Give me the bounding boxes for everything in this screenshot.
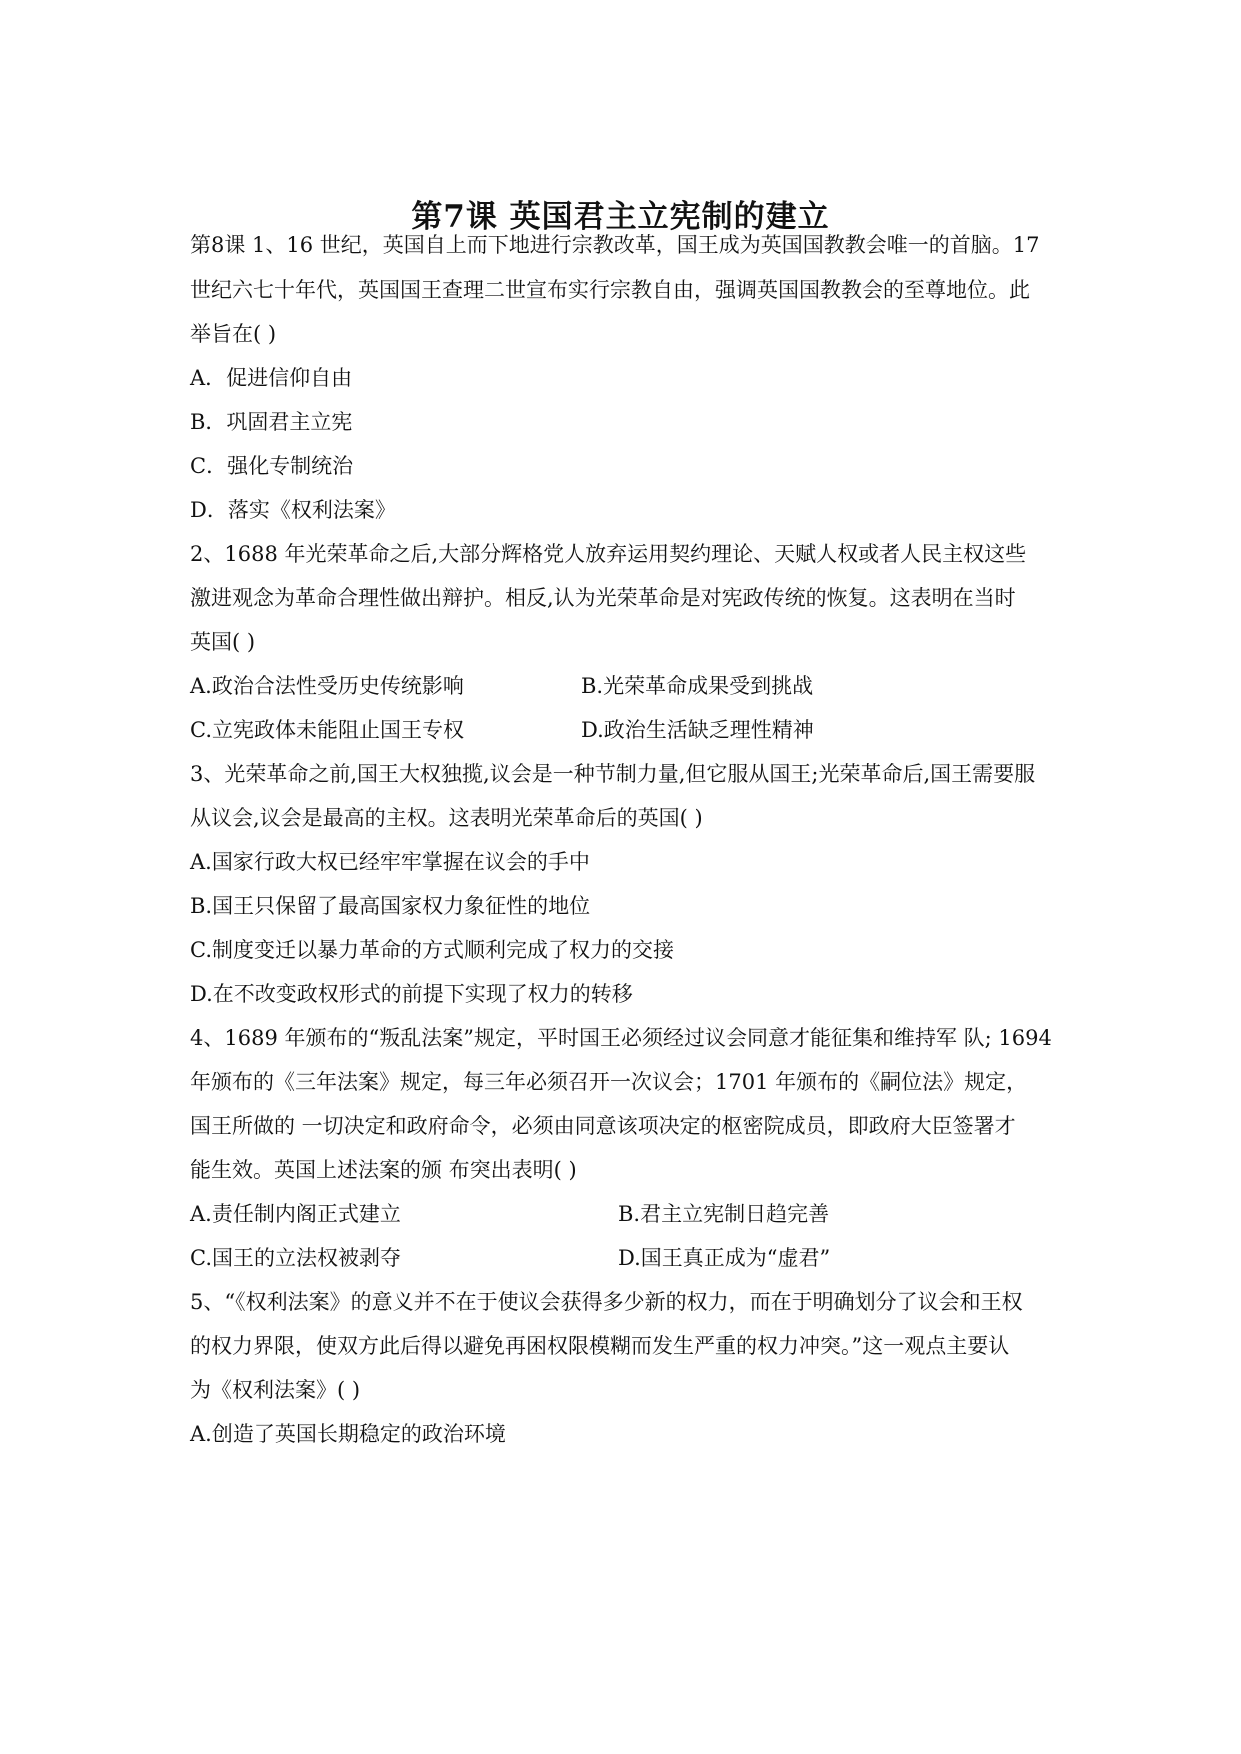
question-5-stem-line: 5、“《权利法案》的意义并不在于使议会获得多少新的权力，而在于明确划分了议会和王权 [190, 1290, 1023, 1314]
question-1-stem-line: 第8课 1、16 世纪，英国自上而下地进行宗教改革，国王成为英国国教教会唯一的首脑。17 [190, 233, 1040, 257]
question-2-stem-line: 激进观念为革命合理性做出辩护。相反,认为光荣革命是对宪政传统的恢复。这表明在当时 [190, 586, 1016, 610]
question-3-option-c: C.制度变迁以暴力革命的方式顺利完成了权力的交接 [190, 938, 674, 962]
question-1-option-b: B．巩固君主立宪 [190, 410, 353, 434]
question-3-stem-line: 从议会,议会是最高的主权。这表明光荣革命后的英国( ) [190, 806, 703, 830]
page-title: 第7课 英国君主立宪制的建立 [411, 199, 830, 235]
question-3-option-b: B.国王只保留了最高国家权力象征性的地位 [190, 894, 591, 918]
question-5-stem-line: 为《权利法案》( ) [190, 1378, 361, 1402]
question-2-option-b: B.光荣革命成果受到挑战 [581, 674, 814, 698]
question-2-option-d: D.政治生活缺乏理性精神 [581, 718, 814, 742]
question-2-stem-line: 英国( ) [190, 630, 256, 654]
question-1-option-c: C．强化专制统治 [190, 454, 354, 478]
question-1-stem-line: 举旨在( ) [190, 322, 277, 346]
question-4-stem-line: 4、1689 年颁布的“叛乱法案”规定，平时国王必须经过议会同意才能征集和维持军 队; 1694 [190, 1026, 1052, 1050]
question-4-option-a: A.责任制内阁正式建立 [190, 1202, 401, 1226]
question-3-option-d: D.在不改变政权形式的前提下实现了权力的转移 [190, 982, 633, 1006]
question-4-option-c: C.国王的立法权被剥夺 [190, 1246, 401, 1270]
question-2-stem-line: 2、1688 年光荣革命之后,大部分辉格党人放弃运用契约理论、天赋人权或者人民主权这些 [190, 542, 1027, 566]
question-2-option-c: C.立宪政体未能阻止国王专权 [190, 718, 464, 742]
question-3-option-a: A.国家行政大权已经牢牢掌握在议会的手中 [190, 850, 590, 874]
question-1-option-d: D．落实《权利法案》 [190, 498, 396, 522]
question-5-option-a: A.创造了英国长期稳定的政治环境 [190, 1422, 506, 1446]
question-4-stem-line: 能生效。英国上述法案的颁 布突出表明( ) [190, 1158, 577, 1182]
question-1-option-a: A．促进信仰自由 [190, 366, 353, 390]
question-3-stem-line: 3、光荣革命之前,国王大权独揽,议会是一种节制力量,但它服从国王;光荣革命后,国王需要服 [190, 762, 1036, 786]
question-2-option-a: A.政治合法性受历史传统影响 [190, 674, 464, 698]
question-4-option-b: B.君主立宪制日趋完善 [618, 1202, 830, 1226]
question-5-stem-line: 的权力界限，使双方此后得以避免再困权限模糊而发生严重的权力冲突。”这一观点主要认 [190, 1334, 1010, 1358]
question-4-stem-line: 年颁布的《三年法案》规定，每三年必须召开一次议会；1701 年颁布的《嗣位法》规定， [190, 1070, 1028, 1094]
question-4-option-d: D.国王真正成为“虚君” [618, 1246, 831, 1270]
question-1-stem-line: 世纪六七十年代，英国国王查理二世宣布实行宗教自由，强调英国国教教会的至尊地位。此 [190, 278, 1030, 302]
question-4-stem-line: 国王所做的 一切决定和政府命令，必须由同意该项决定的枢密院成员，即政府大臣签署才 [190, 1114, 1016, 1138]
